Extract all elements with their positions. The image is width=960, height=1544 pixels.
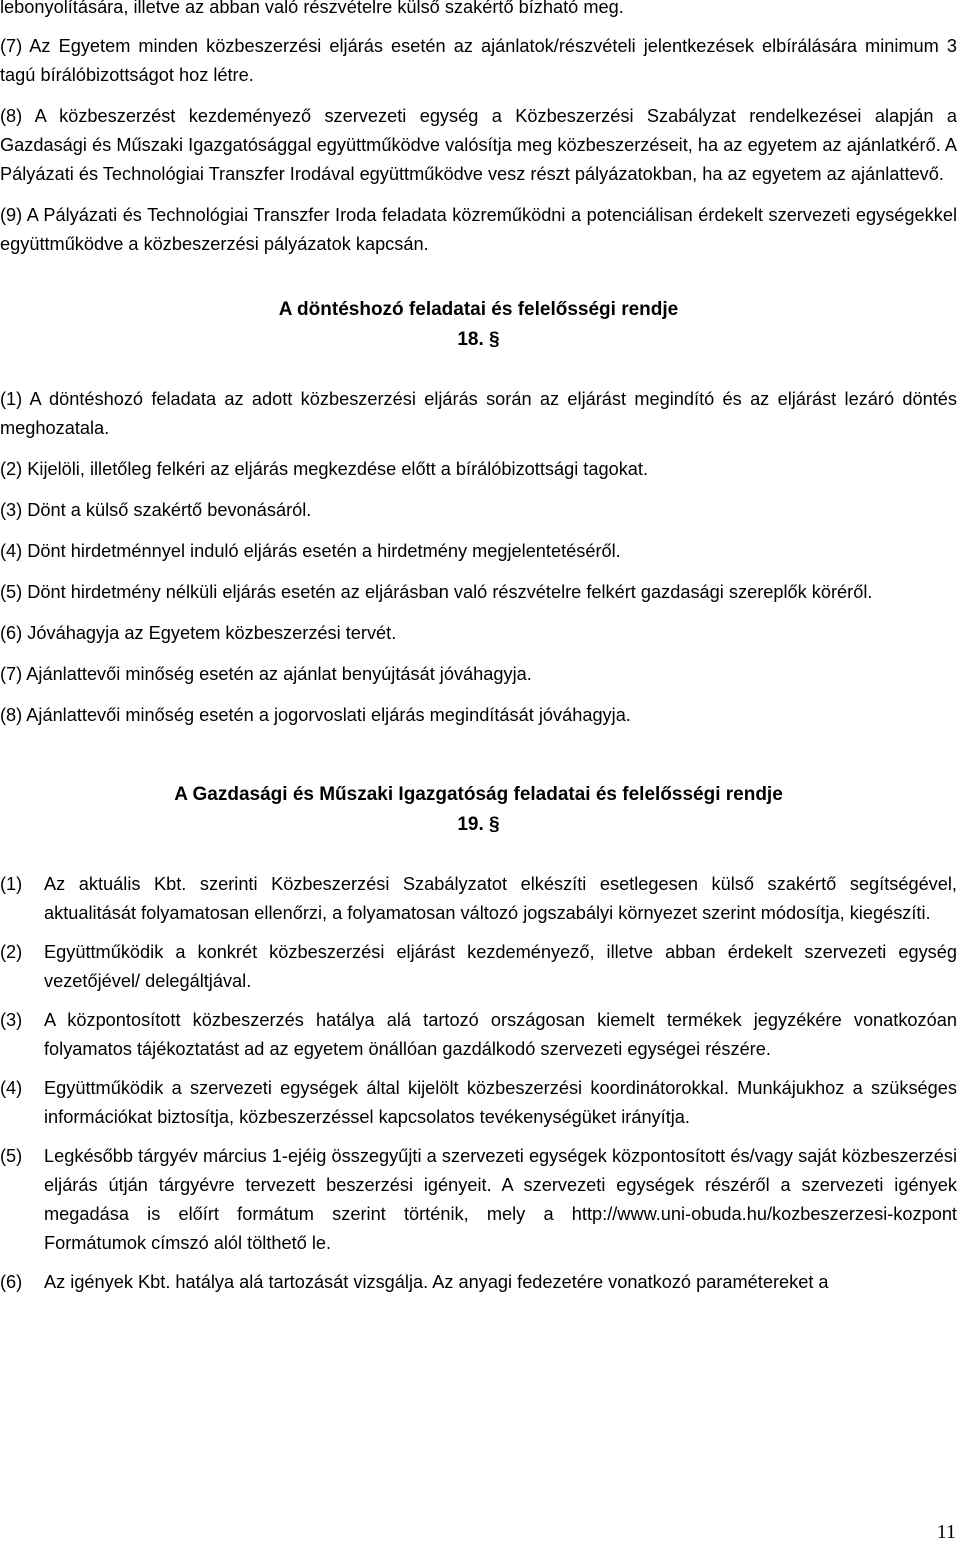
list-item bbox=[0, 938, 957, 996]
section18-paragraph-7: (7) Ajánlattevői minőség esetén az ajánlat benyújtását jóváhagyja. bbox=[0, 664, 532, 684]
section19-number: 19. § bbox=[457, 814, 500, 835]
list-item-number: (5) bbox=[0, 1146, 23, 1166]
section18-paragraph-3: (3) Dönt a külső szakértő bevonásáról. bbox=[0, 500, 312, 520]
list-item-text: Együttműködik a konkrét közbeszerzési eljárást kezdeményező, illetve abban érdekelt szervezeti egység vezetőjével/ delegáltjával. bbox=[44, 942, 957, 991]
list-item-number: (2) bbox=[0, 942, 23, 962]
section18-paragraph-4: (4) Dönt hirdetménnyel induló eljárás esetén a hirdetmény megjelentetéséről. bbox=[0, 541, 621, 561]
list-item-text: Az aktuális Kbt. szerinti Közbeszerzési Szabályzatot elkészíti esetlegesen külső szakértő segítségével, aktualitását folyamatosan ellenőrzi, a folyamatosan változó jogszabályi környezet szerint módosítja, kiegészíti. bbox=[44, 874, 957, 923]
section18-number: 18. § bbox=[457, 329, 500, 350]
section17-paragraph-fragment: lebonyolítására, illetve az abban való részvételre külső szakértő bízható meg. bbox=[0, 0, 624, 17]
list-item-text: A központosított közbeszerzés hatálya alá tartozó országosan kiemelt termékek jegyzékére vonatkozóan folyamatos tájékoztatást ad az egyetem önállóan gazdálkodó szervezeti egységei részére. bbox=[44, 1010, 957, 1059]
list-item-text: Legkésőbb tárgyév március 1-ejéig összegyűjti a szervezeti egységek központosított és/vagy saját közbeszerzési eljárás útján tárgyévre tervezett beszerzési igényeit. A szervezeti egységek részéről a szervezeti igények megadása is előírt formátum szerint történik, mely a http://www.uni-obuda.hu/kozbeszerzesi-kozpont Formátumok címszó alól tölthető le. bbox=[44, 1146, 957, 1253]
section17-paragraph-7: (7) Az Egyetem minden közbeszerzési eljárás esetén az ajánlatok/részvételi jelentkezések elbírálására minimum 3 tagú bírálóbizottságot hoz létre. bbox=[0, 36, 957, 85]
list-item bbox=[0, 1006, 957, 1064]
section19-title: A Gazdasági és Műszaki Igazgatóság feladatai és felelősségi rendje bbox=[174, 784, 783, 805]
section18-heading bbox=[0, 295, 957, 355]
section17-paragraph-9: (9) A Pályázati és Technológiai Transzfer Iroda feladata közreműködni a potenciálisan érdekelt szervezeti egységekkel együttműködve a közbeszerzési pályázatok kapcsán. bbox=[0, 205, 957, 254]
list-item-text: Együttműködik a szervezeti egységek által kijelölt közbeszerzési koordinátorokkal. Munkájukhoz a szükséges információkat biztosítja, közbeszerzéssel kapcsolatos tevékenységüket irányítja. bbox=[44, 1078, 957, 1127]
list-item bbox=[0, 1074, 957, 1132]
section18-title: A döntéshozó feladatai és felelősségi rendje bbox=[278, 299, 679, 320]
list-item bbox=[0, 1142, 957, 1258]
list-item-text: Az igények Kbt. hatálya alá tartozását vizsgálja. Az anyagi fedezetére vonatkozó paramétereket a bbox=[44, 1272, 829, 1292]
section18-paragraph-8: (8) Ajánlattevői minőség esetén a jogorvoslati eljárás megindítását jóváhagyja. bbox=[0, 705, 631, 725]
section19-list bbox=[0, 870, 957, 1297]
section18-paragraph-1: (1) A döntéshozó feladata az adott közbeszerzési eljárás során az eljárást megindító és az eljárást lezáró döntés meghozatala. bbox=[0, 389, 957, 438]
section19-heading bbox=[0, 780, 957, 840]
page-number: 11 bbox=[936, 1521, 956, 1543]
section18-paragraph-5: (5) Dönt hirdetmény nélküli eljárás esetén az eljárásban való részvételre felkért gazdasági szereplők köréről. bbox=[0, 582, 873, 602]
list-item-number: (3) bbox=[0, 1010, 23, 1030]
section17-paragraph-8: (8) A közbeszerzést kezdeményező szervezeti egység a Közbeszerzési Szabályzat rendelkezései alapján a Gazdasági és Műszaki Igazgatósággal együttműködve valósítja meg közbeszerzéseit, ha az egyetem az ajánlatkérő. A Pályázati és Technológiai Transzfer Irodával együttműködve vesz részt pályázatokban, ha az egyetem az ajánlattevő. bbox=[0, 106, 957, 184]
list-item bbox=[0, 1268, 957, 1297]
list-item-number: (1) bbox=[0, 874, 23, 894]
section18-paragraph-6: (6) Jóváhagyja az Egyetem közbeszerzési tervét. bbox=[0, 623, 397, 643]
section18-paragraph-2: (2) Kijelöli, illetőleg felkéri az eljárás megkezdése előtt a bírálóbizottsági tagokat. bbox=[0, 459, 649, 479]
list-item bbox=[0, 870, 957, 928]
list-item-number: (4) bbox=[0, 1078, 23, 1098]
list-item-number: (6) bbox=[0, 1272, 23, 1292]
